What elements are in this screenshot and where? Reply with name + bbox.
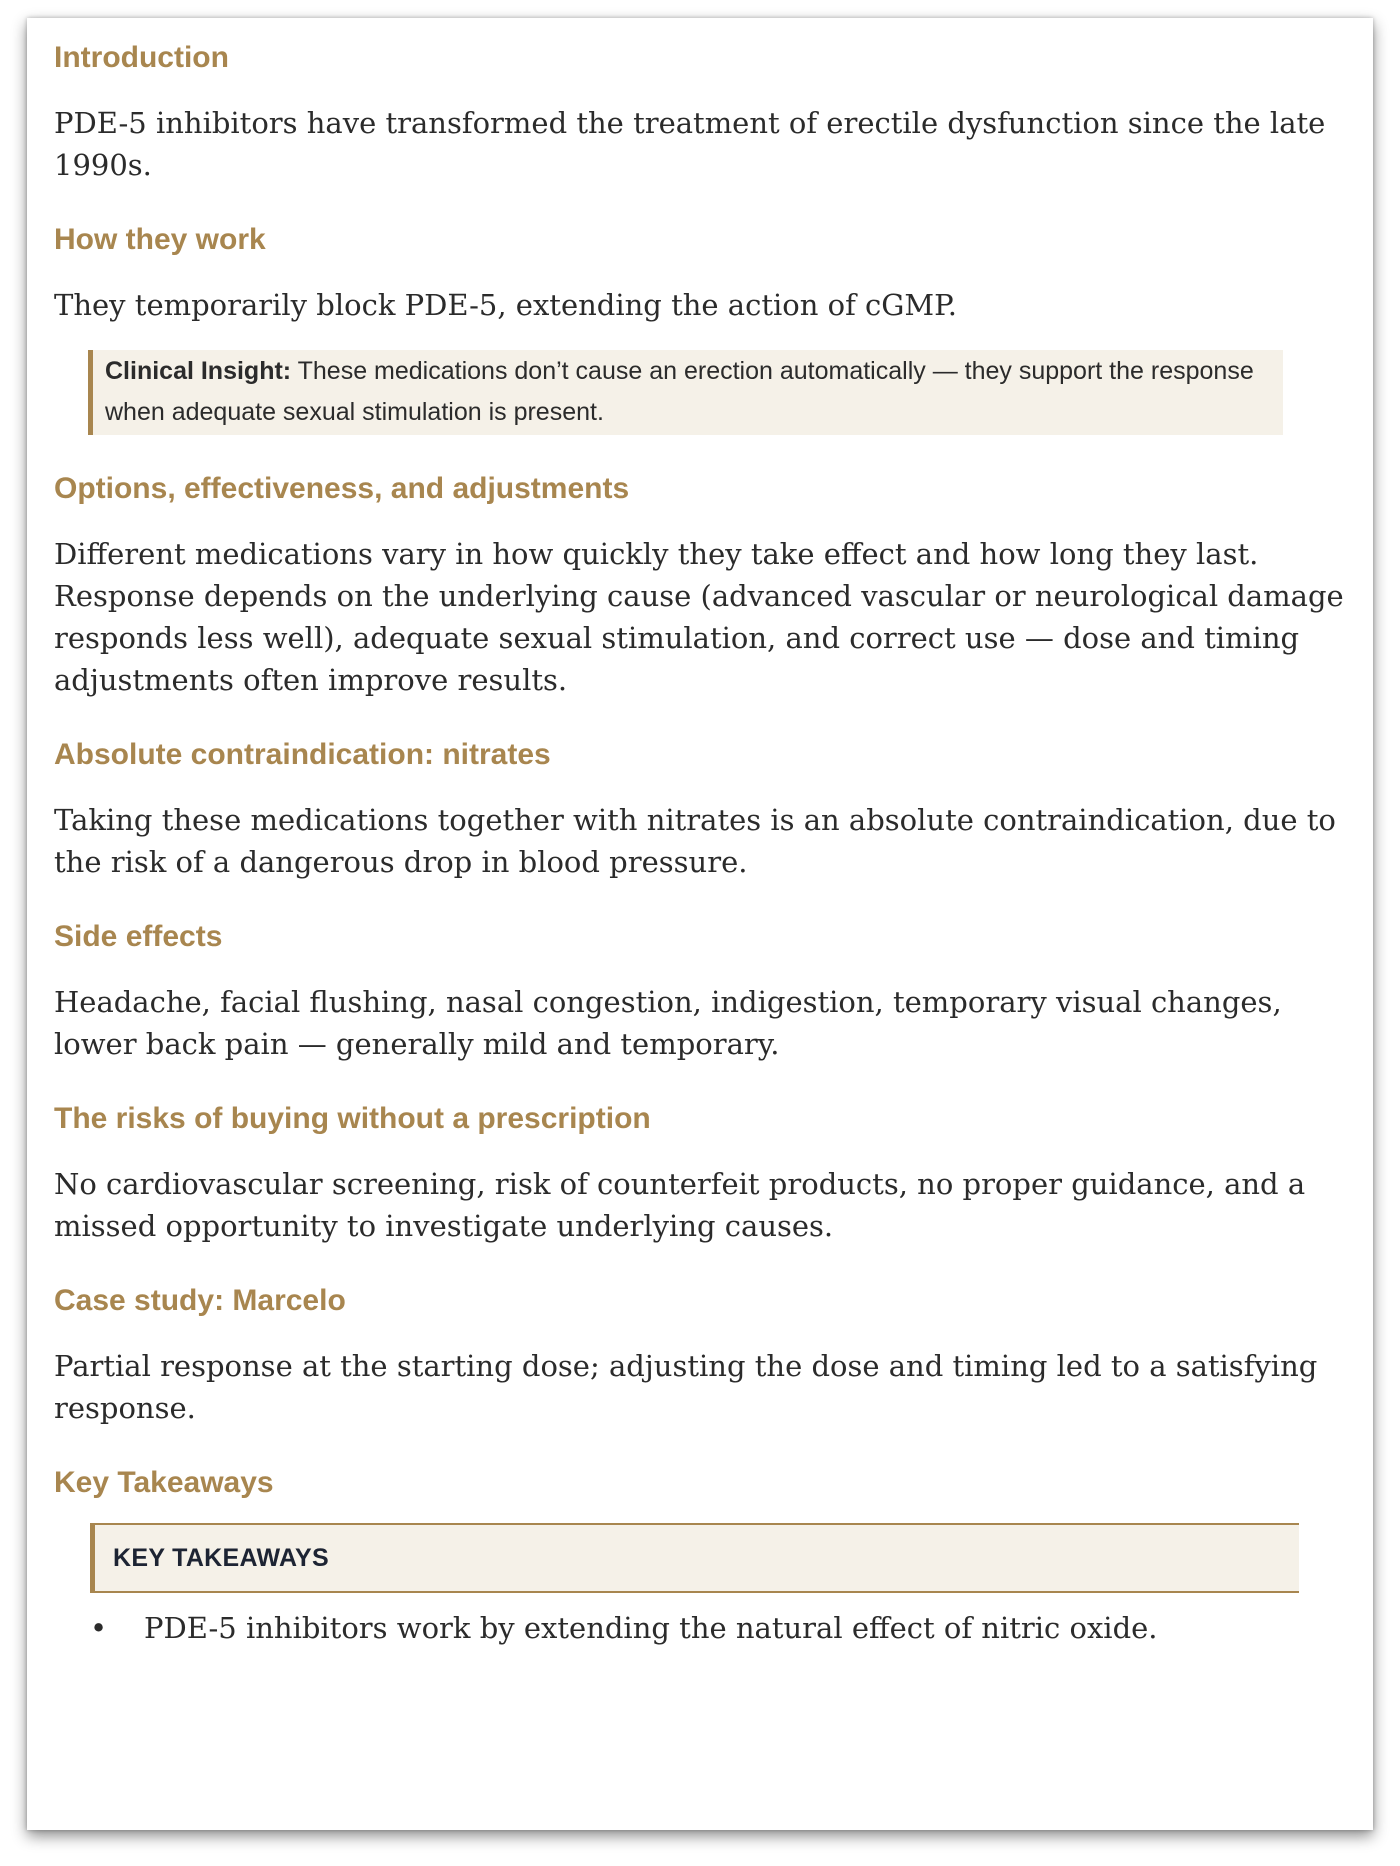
section-body: They temporarily block PDE-5, extending the action of cGMP. — [54, 288, 957, 322]
section-case-study — [54, 1283, 1349, 1429]
section-body: Different medications vary in how quickly they take effect and how long they last. Response depends on the underlying cause (advanced vascular or neurological damage responds less well), adequate sexual stimulation, and correct use — dose and timing adjustments often improve results. — [54, 537, 1344, 697]
list-item-text: PDE-5 inhibitors work by extending the natural effect of nitric oxide. — [144, 1611, 1158, 1645]
key-takeaways-box — [90, 1523, 1299, 1593]
key-takeaways-list — [54, 1607, 1349, 1649]
document-page — [27, 18, 1373, 1830]
section-body: No cardiovascular screening, risk of counterfeit products, no proper guidance, and a missed opportunity to investigate underlying causes. — [54, 1167, 1306, 1243]
bullet-icon: • — [90, 1611, 108, 1645]
section-heading: The risks of buying without a prescription — [54, 1102, 651, 1135]
section-body: Headache, facial flushing, nasal congestion, indigestion, temporary visual changes, lower back pain — generally mild and temporary. — [54, 985, 1282, 1061]
section-how-they-work — [54, 222, 1349, 435]
section-side-effects — [54, 919, 1349, 1065]
section-heading: Key Takeaways — [54, 1466, 274, 1499]
section-heading: Absolute contraindication: nitrates — [54, 738, 551, 771]
callout-label: Clinical Insight: — [105, 357, 292, 385]
section-contraindication — [54, 737, 1349, 883]
key-takeaways-title: KEY TAKEAWAYS — [113, 1543, 329, 1572]
section-body: Partial response at the starting dose; adjusting the dose and timing led to a satisfying response. — [54, 1349, 1318, 1425]
section-options — [54, 471, 1349, 701]
clinical-insight-callout — [88, 350, 1283, 435]
callout-text: These medications don’t cause an erection automatically — they support the response when adequate sexual stimulation is present. — [105, 357, 1254, 426]
section-body: PDE-5 inhibitors have transformed the treatment of erectile dysfunction since the late 1990s. — [54, 106, 1326, 182]
list-item — [90, 1607, 1349, 1649]
section-heading: Options, effectiveness, and adjustments — [54, 472, 630, 505]
section-heading: Case study: Marcelo — [54, 1284, 346, 1317]
section-body: Taking these medications together with nitrates is an absolute contraindication, due to the risk of a dangerous drop in blood pressure. — [54, 803, 1336, 879]
section-prescription-risks — [54, 1101, 1349, 1247]
section-heading: How they work — [54, 223, 266, 256]
section-heading: Introduction — [54, 41, 229, 74]
section-key-takeaways — [54, 1465, 1349, 1649]
section-heading: Side effects — [54, 920, 223, 953]
section-introduction — [54, 40, 1349, 186]
